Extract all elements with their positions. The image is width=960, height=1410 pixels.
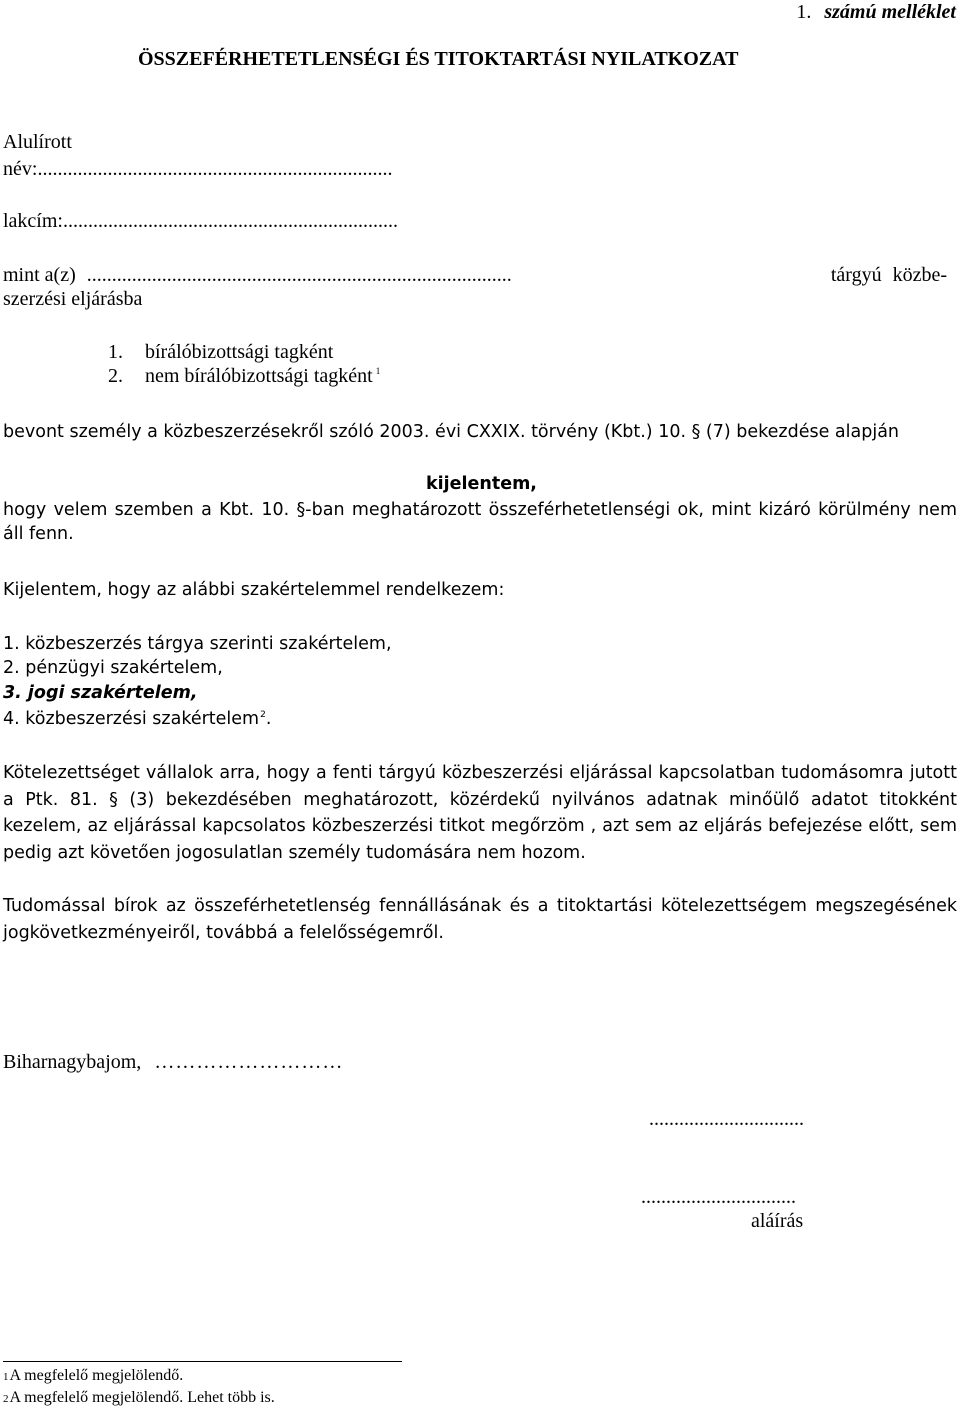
name-dots: .......................................................................: [37, 158, 393, 180]
as-label: mint a(z): [3, 264, 76, 286]
annex-label: [796, 0, 956, 24]
footnote-text: A megfelelő megjelölendő. Lehet több is.: [9, 1389, 275, 1406]
involved-paragraph: bevont személy a közbeszerzésekről szóló 2003. évi CXXIX. törvény (Kbt.) 10. § (7) bekezdése alapján: [3, 422, 900, 442]
role-text: nem bírálóbizottsági tagként: [145, 365, 373, 387]
subject-word: tárgyú közbe-: [830, 264, 947, 286]
as-dots: .....................................................................................: [86, 264, 512, 286]
page-title: ÖSSZEFÉRHETETLENSÉGI ÉS TITOKTARTÁSI NYILATKOZAT: [138, 48, 739, 70]
address-line: [3, 209, 398, 233]
footnote-divider: [3, 1361, 402, 1362]
annex-number: 1.: [796, 1, 812, 23]
undersigned-label: Alulírott: [3, 131, 72, 153]
role-item-2: [108, 364, 381, 388]
expertise-item: 2. pénzügyi szakértelem,: [3, 658, 223, 678]
footnote-1: [3, 1366, 183, 1387]
footnote-text: A megfelelő megjelölendő.: [9, 1367, 184, 1384]
footnote-mark: 2: [3, 1393, 9, 1405]
role-number: 2.: [108, 365, 123, 387]
awareness-paragraph: Tudomással bírok az összeférhetetlenség fennállásának és a titoktartási kötelezettségem megszegésének jogkövetkezményeiről, továbbá a felelősségemről.: [3, 896, 957, 943]
annex-text: számú melléklet: [824, 1, 956, 23]
date-dots: ………………………: [154, 1051, 344, 1073]
signature-dots: ...............................: [649, 1108, 804, 1130]
declare-heading: kijelentem,: [426, 474, 537, 494]
role-text-wrap: [145, 364, 380, 388]
declare-paragraph: hogy velem szemben a Kbt. 10. §-ban meghatározott összeférhetetlenségi ok, mint kizáró körülmény nem áll fenn.: [3, 500, 957, 544]
name-line: [3, 157, 392, 181]
expertise-item-4: [3, 707, 271, 731]
name-label: név:: [3, 158, 38, 180]
signature-label: aláírás: [751, 1210, 804, 1232]
expertise-trail: .: [265, 709, 272, 729]
obligation-paragraph: Kötelezettséget vállalok arra, hogy a fenti tárgyú közbeszerzési eljárással kapcsolatban tudomásomra jutott a Ptk. 81. § (3) bekezdésében meghatározott, közérdekű nyilvános adatnak minőülő adatot titokként kezelem, az eljárással kapcsolatos közbeszerzési titkot megőrzöm , azt sem az eljárás befejezése előtt, sem pedig azt követően jogosulatlan személy tudomására nem hozom.: [3, 763, 957, 863]
signature-dots: ...............................: [641, 1186, 796, 1208]
expertise-item: 1. közbeszerzés tárgya szerinti szakértelem,: [3, 634, 392, 654]
footnote-mark: 1: [3, 1371, 9, 1383]
address-label: lakcím:: [3, 210, 63, 232]
place-date-line: [3, 1050, 343, 1074]
as-line: [3, 263, 947, 287]
role-item-1: [108, 340, 334, 364]
expertise-intro: Kijelentem, hogy az alábbi szakértelemmel rendelkezem:: [3, 580, 505, 600]
role-number: 1.: [108, 341, 123, 363]
footnote-ref-2: 2: [260, 710, 266, 721]
subject-continuation: szerzési eljárásba: [3, 288, 143, 310]
place: Biharnagybajom,: [3, 1051, 142, 1073]
expertise-item: 3. jogi szakértelem,: [3, 683, 198, 703]
address-dots: ...................................................................: [62, 210, 398, 232]
footnote-ref-1: 1: [375, 366, 381, 377]
footnote-2: [3, 1388, 275, 1409]
expertise-text: 4. közbeszerzési szakértelem: [3, 709, 260, 729]
role-text: bírálóbizottsági tagként: [145, 341, 334, 363]
